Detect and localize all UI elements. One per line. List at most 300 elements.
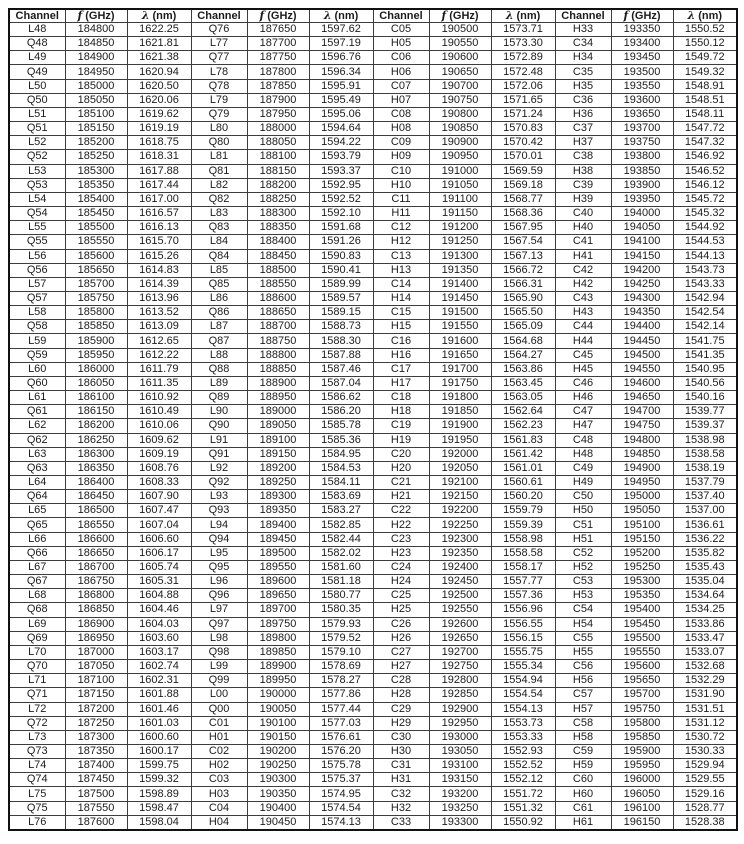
table-row: [9, 660, 737, 674]
wavelength-cell: 1609.19: [127, 447, 191, 461]
wavelength-cell: 1594.64: [309, 122, 373, 136]
channel-cell: H48: [555, 447, 611, 461]
frequency-cell: 191250: [429, 235, 491, 249]
wavelength-cell: 1556.55: [491, 617, 555, 631]
wavelength-cell: 1535.82: [673, 546, 737, 560]
table-row: [9, 645, 737, 659]
frequency-cell: 195100: [611, 518, 673, 532]
wavelength-cell: 1612.65: [127, 334, 191, 348]
wavelength-cell: 1604.88: [127, 589, 191, 603]
table-row: [9, 93, 737, 107]
table-row: [9, 815, 737, 830]
header-frequency: [611, 9, 673, 23]
table-row: [9, 79, 737, 93]
frequency-cell: 196150: [611, 815, 673, 830]
channel-cell: Q81: [191, 164, 247, 178]
wavelength-cell: 1613.09: [127, 320, 191, 334]
wavelength-cell: 1620.50: [127, 79, 191, 93]
wavelength-cell: 1563.86: [491, 362, 555, 376]
channel-cell: Q55: [9, 235, 65, 249]
frequency-cell: 192500: [429, 589, 491, 603]
channel-cell: Q73: [9, 744, 65, 758]
frequency-symbol: f: [623, 9, 629, 22]
channel-cell: L91: [191, 433, 247, 447]
channel-cell: H56: [555, 674, 611, 688]
channel-cell: Q49: [9, 65, 65, 79]
wavelength-cell: 1562.23: [491, 419, 555, 433]
channel-cell: H54: [555, 617, 611, 631]
wavelength-cell: 1583.27: [309, 504, 373, 518]
wavelength-cell: 1599.75: [127, 759, 191, 773]
channel-cell: H04: [191, 815, 247, 830]
frequency-cell: 190050: [247, 702, 309, 716]
table-row: [9, 334, 737, 348]
frequency-cell: 194250: [611, 277, 673, 291]
frequency-cell: 188250: [247, 192, 309, 206]
wavelength-cell: 1607.04: [127, 518, 191, 532]
frequency-cell: 193050: [429, 744, 491, 758]
channel-cell: C30: [373, 730, 429, 744]
frequency-cell: 186250: [65, 433, 127, 447]
table-row: [9, 65, 737, 79]
table-row: [9, 192, 737, 206]
frequency-cell: 190250: [247, 759, 309, 773]
frequency-cell: 192700: [429, 645, 491, 659]
channel-cell: Q51: [9, 122, 65, 136]
channel-cell: C26: [373, 617, 429, 631]
wavelength-cell: 1592.95: [309, 178, 373, 192]
frequency-cell: 185350: [65, 178, 127, 192]
channel-cell: C25: [373, 589, 429, 603]
channel-cell: H08: [373, 122, 429, 136]
wavelength-cell: 1546.92: [673, 150, 737, 164]
wavelength-cell: 1576.61: [309, 730, 373, 744]
channel-cell: Q88: [191, 362, 247, 376]
wavelength-cell: 1621.38: [127, 51, 191, 65]
wavelength-cell: 1595.91: [309, 79, 373, 93]
wavelength-cell: 1559.79: [491, 504, 555, 518]
channel-cell: C58: [555, 716, 611, 730]
wavelength-cell: 1552.52: [491, 759, 555, 773]
channel-cell: Q52: [9, 150, 65, 164]
wavelength-cell: 1534.64: [673, 589, 737, 603]
wavelength-cell: 1582.44: [309, 532, 373, 546]
wavelength-cell: 1580.77: [309, 589, 373, 603]
channel-cell: C28: [373, 674, 429, 688]
table-row: [9, 773, 737, 787]
channel-cell: H33: [555, 23, 611, 37]
channel-cell: H10: [373, 178, 429, 192]
frequency-cell: 184800: [65, 23, 127, 37]
frequency-cell: 192300: [429, 532, 491, 546]
wavelength-cell: 1572.89: [491, 51, 555, 65]
frequency-cell: 184950: [65, 65, 127, 79]
channel-cell: C19: [373, 419, 429, 433]
channel-cell: H03: [191, 787, 247, 801]
wavelength-cell: 1544.13: [673, 249, 737, 263]
frequency-cell: 185550: [65, 235, 127, 249]
wavelength-cell: 1606.60: [127, 532, 191, 546]
channel-cell: C42: [555, 263, 611, 277]
wavelength-cell: 1607.90: [127, 490, 191, 504]
frequency-cell: 186100: [65, 391, 127, 405]
channel-cell: Q53: [9, 178, 65, 192]
frequency-cell: 190000: [247, 688, 309, 702]
channel-cell: H16: [373, 348, 429, 362]
wavelength-cell: 1561.83: [491, 433, 555, 447]
channel-cell: L88: [191, 348, 247, 362]
frequency-cell: 191350: [429, 263, 491, 277]
wavelength-cell: 1552.12: [491, 773, 555, 787]
channel-cell: Q65: [9, 518, 65, 532]
frequency-cell: 193750: [611, 136, 673, 150]
table-body: [9, 23, 737, 831]
frequency-cell: 195950: [611, 759, 673, 773]
frequency-cell: 189650: [247, 589, 309, 603]
channel-cell: H28: [373, 688, 429, 702]
frequency-cell: 193450: [611, 51, 673, 65]
wavelength-cell: 1530.33: [673, 744, 737, 758]
wavelength-cell: 1574.13: [309, 815, 373, 830]
channel-cell: H11: [373, 207, 429, 221]
wavelength-cell: 1560.20: [491, 490, 555, 504]
frequency-cell: 189850: [247, 645, 309, 659]
channel-cell: C52: [555, 546, 611, 560]
frequency-cell: 186150: [65, 405, 127, 419]
channel-cell: L54: [9, 192, 65, 206]
channel-cell: Q67: [9, 575, 65, 589]
channel-cell: L50: [9, 79, 65, 93]
frequency-cell: 190600: [429, 51, 491, 65]
channel-cell: Q00: [191, 702, 247, 716]
wavelength-cell: 1551.72: [491, 787, 555, 801]
channel-cell: C44: [555, 320, 611, 334]
frequency-cell: 192900: [429, 702, 491, 716]
wavelength-cell: 1570.01: [491, 150, 555, 164]
frequency-cell: 185850: [65, 320, 127, 334]
wavelength-cell: 1540.95: [673, 362, 737, 376]
channel-cell: H53: [555, 589, 611, 603]
channel-cell: L67: [9, 560, 65, 574]
wavelength-cell: 1608.76: [127, 461, 191, 475]
channel-cell: H27: [373, 660, 429, 674]
frequency-cell: 195700: [611, 688, 673, 702]
table-row: [9, 702, 737, 716]
wavelength-cell: 1571.65: [491, 93, 555, 107]
channel-cell: L85: [191, 263, 247, 277]
wavelength-unit: (nm): [513, 10, 541, 22]
channel-cell: C41: [555, 235, 611, 249]
wavelength-cell: 1560.61: [491, 476, 555, 490]
frequency-cell: 187200: [65, 702, 127, 716]
wavelength-cell: 1535.04: [673, 575, 737, 589]
channel-cell: H20: [373, 461, 429, 475]
channel-cell: H47: [555, 419, 611, 433]
wavelength-cell: 1603.17: [127, 645, 191, 659]
channel-cell: Q75: [9, 801, 65, 815]
frequency-cell: 191400: [429, 277, 491, 291]
channel-cell: C37: [555, 122, 611, 136]
wavelength-symbol: λ: [141, 9, 150, 22]
frequency-cell: 185800: [65, 306, 127, 320]
channel-cell: H38: [555, 164, 611, 178]
channel-cell: C08: [373, 107, 429, 121]
frequency-cell: 196000: [611, 773, 673, 787]
frequency-cell: 186850: [65, 603, 127, 617]
wavelength-cell: 1549.32: [673, 65, 737, 79]
channel-cell: C03: [191, 773, 247, 787]
wavelength-cell: 1565.09: [491, 320, 555, 334]
table-row: [9, 688, 737, 702]
channel-cell: L69: [9, 617, 65, 631]
channel-cell: L76: [9, 815, 65, 830]
wavelength-cell: 1538.98: [673, 433, 737, 447]
frequency-cell: 191950: [429, 433, 491, 447]
wavelength-cell: 1543.73: [673, 263, 737, 277]
channel-cell: Q69: [9, 631, 65, 645]
wavelength-cell: 1595.06: [309, 107, 373, 121]
channel-cell: H45: [555, 362, 611, 376]
frequency-cell: 185100: [65, 107, 127, 121]
frequency-cell: 195300: [611, 575, 673, 589]
channel-cell: C43: [555, 291, 611, 305]
frequency-cell: 192350: [429, 546, 491, 560]
wavelength-cell: 1532.29: [673, 674, 737, 688]
channel-cell: Q97: [191, 617, 247, 631]
table-row: [9, 433, 737, 447]
wavelength-cell: 1529.16: [673, 787, 737, 801]
wavelength-cell: 1604.03: [127, 617, 191, 631]
table-row: [9, 291, 737, 305]
channel-cell: C02: [191, 744, 247, 758]
table-row: [9, 801, 737, 815]
channel-cell: C39: [555, 178, 611, 192]
channel-cell: H05: [373, 37, 429, 51]
frequency-cell: 192100: [429, 476, 491, 490]
wavelength-unit: (nm): [695, 10, 723, 22]
wavelength-cell: 1587.04: [309, 376, 373, 390]
frequency-cell: 192200: [429, 504, 491, 518]
wavelength-cell: 1537.40: [673, 490, 737, 504]
frequency-cell: 185500: [65, 221, 127, 235]
wavelength-cell: 1535.43: [673, 560, 737, 574]
frequency-cell: 188050: [247, 136, 309, 150]
channel-cell: C21: [373, 476, 429, 490]
frequency-cell: 188450: [247, 249, 309, 263]
frequency-cell: 192000: [429, 447, 491, 461]
channel-cell: L65: [9, 504, 65, 518]
channel-cell: L48: [9, 23, 65, 37]
wavelength-cell: 1547.72: [673, 122, 737, 136]
frequency-cell: 193300: [429, 815, 491, 830]
wavelength-cell: 1566.72: [491, 263, 555, 277]
channel-cell: H21: [373, 490, 429, 504]
wavelength-cell: 1537.79: [673, 476, 737, 490]
wavelength-cell: 1597.19: [309, 37, 373, 51]
wavelength-cell: 1570.83: [491, 122, 555, 136]
wavelength-cell: 1564.27: [491, 348, 555, 362]
frequency-cell: 189150: [247, 447, 309, 461]
wavelength-cell: 1590.41: [309, 263, 373, 277]
table-row: [9, 476, 737, 490]
wavelength-cell: 1600.60: [127, 730, 191, 744]
channel-cell: H60: [555, 787, 611, 801]
channel-cell: L66: [9, 532, 65, 546]
wavelength-cell: 1589.99: [309, 277, 373, 291]
frequency-cell: 195250: [611, 560, 673, 574]
frequency-cell: 193500: [611, 65, 673, 79]
frequency-cell: 188650: [247, 306, 309, 320]
wavelength-cell: 1575.37: [309, 773, 373, 787]
wavelength-cell: 1544.92: [673, 221, 737, 235]
wavelength-cell: 1587.88: [309, 348, 373, 362]
table-row: [9, 744, 737, 758]
wavelength-cell: 1618.31: [127, 150, 191, 164]
frequency-cell: 194100: [611, 235, 673, 249]
frequency-cell: 185900: [65, 334, 127, 348]
wavelength-cell: 1534.25: [673, 603, 737, 617]
frequency-cell: 188300: [247, 207, 309, 221]
wavelength-cell: 1610.06: [127, 419, 191, 433]
wavelength-cell: 1618.75: [127, 136, 191, 150]
wavelength-cell: 1585.78: [309, 419, 373, 433]
table-row: [9, 221, 737, 235]
channel-cell: L59: [9, 334, 65, 348]
wavelength-cell: 1596.34: [309, 65, 373, 79]
channel-cell: Q85: [191, 277, 247, 291]
table-row: [9, 263, 737, 277]
wavelength-cell: 1554.13: [491, 702, 555, 716]
header-frequency: [247, 9, 309, 23]
frequency-cell: 189950: [247, 674, 309, 688]
frequency-cell: 190650: [429, 65, 491, 79]
frequency-cell: 185250: [65, 150, 127, 164]
frequency-cell: 193600: [611, 93, 673, 107]
frequency-cell: 186750: [65, 575, 127, 589]
channel-cell: Q99: [191, 674, 247, 688]
channel-cell: L98: [191, 631, 247, 645]
wavelength-cell: 1585.36: [309, 433, 373, 447]
channel-cell: Q80: [191, 136, 247, 150]
frequency-cell: 189200: [247, 461, 309, 475]
frequency-cell: 188000: [247, 122, 309, 136]
channel-cell: H13: [373, 263, 429, 277]
wavelength-cell: 1605.31: [127, 575, 191, 589]
wavelength-cell: 1569.59: [491, 164, 555, 178]
frequency-cell: 193400: [611, 37, 673, 51]
header-channel: Channel: [9, 9, 65, 23]
wavelength-cell: 1578.27: [309, 674, 373, 688]
wavelength-cell: 1531.90: [673, 688, 737, 702]
channel-cell: L79: [191, 93, 247, 107]
frequency-cell: 186500: [65, 504, 127, 518]
frequency-cell: 194350: [611, 306, 673, 320]
channel-cell: C50: [555, 490, 611, 504]
channel-cell: C23: [373, 532, 429, 546]
frequency-cell: 189300: [247, 490, 309, 504]
wavelength-cell: 1609.62: [127, 433, 191, 447]
frequency-cell: 195350: [611, 589, 673, 603]
frequency-cell: 192750: [429, 660, 491, 674]
wavelength-cell: 1550.52: [673, 23, 737, 37]
wavelength-cell: 1584.11: [309, 476, 373, 490]
channel-cell: Q60: [9, 376, 65, 390]
frequency-cell: 188400: [247, 235, 309, 249]
frequency-cell: 194500: [611, 348, 673, 362]
channel-cell: C33: [373, 815, 429, 830]
frequency-cell: 188800: [247, 348, 309, 362]
wavelength-cell: 1550.12: [673, 37, 737, 51]
wavelength-cell: 1578.69: [309, 660, 373, 674]
frequency-symbol: f: [441, 9, 447, 22]
channel-cell: H41: [555, 249, 611, 263]
wavelength-cell: 1589.57: [309, 291, 373, 305]
wavelength-cell: 1546.52: [673, 164, 737, 178]
frequency-cell: 185000: [65, 79, 127, 93]
table-row: [9, 178, 737, 192]
channel-cell: L97: [191, 603, 247, 617]
channel-cell: C60: [555, 773, 611, 787]
channel-cell: Q79: [191, 107, 247, 121]
wavelength-cell: 1619.62: [127, 107, 191, 121]
frequency-cell: 187100: [65, 674, 127, 688]
frequency-cell: 194050: [611, 221, 673, 235]
frequency-unit: (GHz): [264, 10, 297, 22]
channel-cell: Q64: [9, 490, 65, 504]
frequency-cell: 185650: [65, 263, 127, 277]
table-row: [9, 532, 737, 546]
frequency-cell: 190750: [429, 93, 491, 107]
header-channel: Channel: [191, 9, 247, 23]
frequency-cell: 187450: [65, 773, 127, 787]
channel-cell: Q48: [9, 37, 65, 51]
frequency-cell: 186650: [65, 546, 127, 560]
table-row: [9, 447, 737, 461]
wavelength-cell: 1588.73: [309, 320, 373, 334]
channel-cell: Q66: [9, 546, 65, 560]
frequency-cell: 188750: [247, 334, 309, 348]
wavelength-cell: 1622.25: [127, 23, 191, 37]
table-row: [9, 23, 737, 37]
frequency-cell: 191550: [429, 320, 491, 334]
channel-cell: Q76: [191, 23, 247, 37]
frequency-cell: 190350: [247, 787, 309, 801]
frequency-symbol: f: [259, 9, 265, 22]
channel-cell: Q94: [191, 532, 247, 546]
frequency-cell: 187700: [247, 37, 309, 51]
frequency-cell: 187550: [65, 801, 127, 815]
channel-cell: C20: [373, 447, 429, 461]
wavelength-cell: 1591.68: [309, 221, 373, 235]
wavelength-cell: 1567.95: [491, 221, 555, 235]
channel-cell: H44: [555, 334, 611, 348]
channel-cell: H12: [373, 235, 429, 249]
frequency-cell: 188700: [247, 320, 309, 334]
channel-cell: L71: [9, 674, 65, 688]
channel-cell: H46: [555, 391, 611, 405]
wavelength-cell: 1598.47: [127, 801, 191, 815]
channel-cell: L52: [9, 136, 65, 150]
wavelength-cell: 1564.68: [491, 334, 555, 348]
frequency-cell: 194600: [611, 376, 673, 390]
wavelength-cell: 1614.83: [127, 263, 191, 277]
header-wavelength: [127, 9, 191, 23]
channel-cell: Q84: [191, 249, 247, 263]
channel-cell: L61: [9, 391, 65, 405]
channel-cell: C04: [191, 801, 247, 815]
frequency-cell: 193650: [611, 107, 673, 121]
channel-cell: L74: [9, 759, 65, 773]
